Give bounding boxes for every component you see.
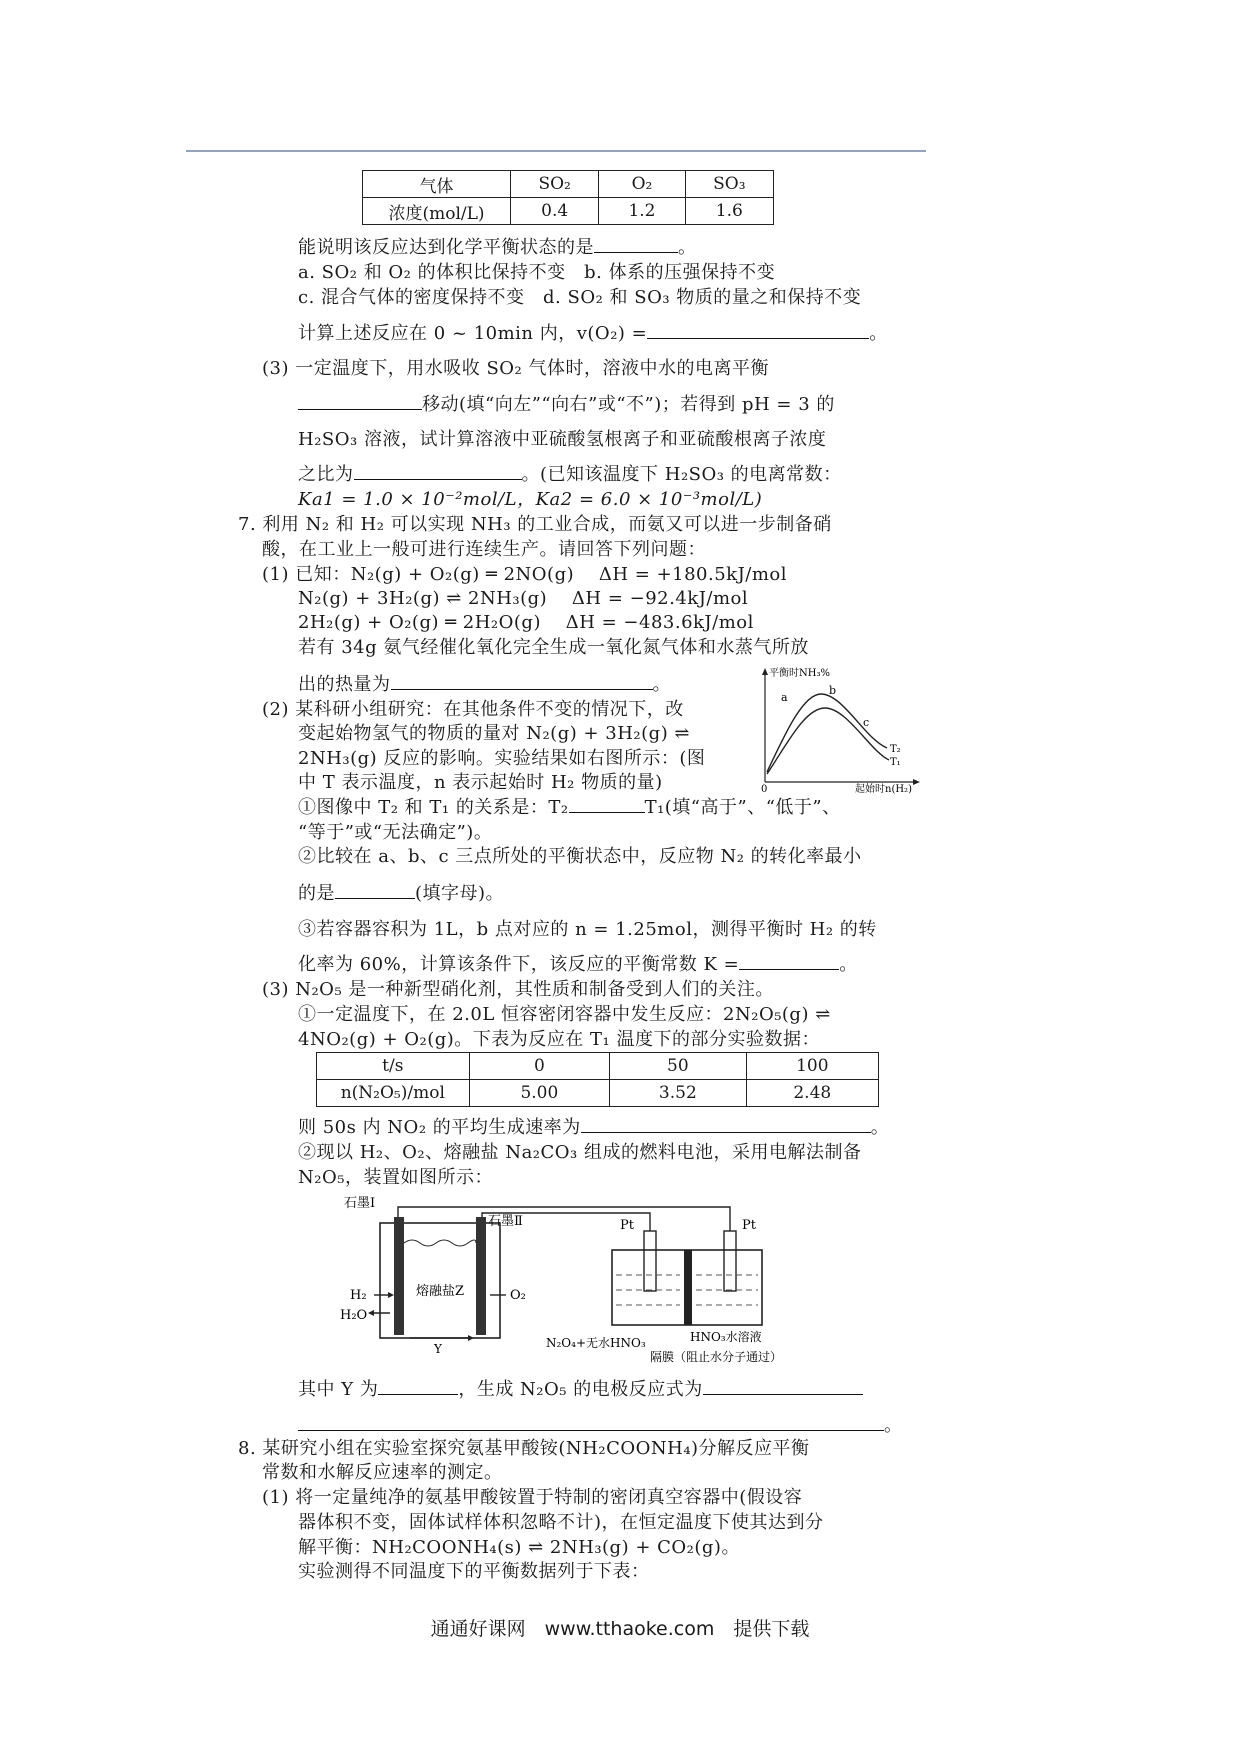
q7-eq2: N₂(g) + 3H₂(g) ⇌ 2NH₃(g) ΔH = −92.4kJ/mol — [298, 588, 749, 609]
gas-concentration-table — [362, 170, 774, 225]
q7-eq3: 2H₂(g) + O₂(g) ═ 2H₂O(g) ΔH = −483.6kJ/mol — [298, 612, 754, 633]
table-cell: 3.52 — [610, 1080, 746, 1107]
t2-label: T₂ — [890, 744, 901, 755]
circuit-wire-outer — [398, 1207, 730, 1231]
text: ①图像中 T₂ 和 T₁ 的关系是：T₂ — [298, 797, 569, 818]
text: (填字母)。 — [415, 883, 505, 904]
text: 则 50s 内 NO₂ 的平均生成速率为 — [298, 1117, 581, 1138]
q7-line1: 7. 利用 N₂ 和 H₂ 可以实现 NH₃ 的工业合成，而氨又可以进一步制备硝 — [238, 514, 832, 535]
text: 之比为 — [298, 464, 354, 485]
top-rule — [186, 150, 926, 152]
text: 。(已知该温度下 H₂SO₃ 的电离常数： — [521, 464, 842, 485]
table-cell: 100 — [746, 1053, 878, 1080]
t1-label: T₁ — [890, 757, 901, 768]
q7-sub3-line2: 化率为 60%，计算该条件下，该反应的平衡常数 K = 。 — [298, 954, 858, 975]
q7-p3-line8: 。 — [298, 1414, 903, 1438]
q6-part3-line3: H₂SO₃ 溶液，试计算溶液中亚硫酸氢根离子和亚硫酸根离子浓度 — [298, 429, 827, 450]
curve-t2 — [767, 694, 887, 772]
q6-line4: 计算上述反应在 0 ~ 10min 内，v(O₂) = 。 — [298, 323, 888, 344]
q7-p3-line6: N₂O₅，装置如图所示： — [298, 1167, 493, 1188]
text: 计算上述反应在 0 ~ 10min 内，v(O₂) = — [298, 323, 648, 344]
q6-line2: a. SO₂ 和 O₂ 的体积比保持不变 b. 体系的压强保持不变 — [298, 262, 776, 283]
y-axis-arrow — [762, 668, 768, 675]
q7-sub1-line1 — [298, 796, 841, 820]
q8-line5: 解平衡：NH₂COONH₄(s) ⇌ 2NH₃(g) + CO₂(g)。 — [298, 1537, 740, 1558]
q7-p3-line5: ②现以 H₂、O₂、熔融盐 Na₂CO₃ 组成的燃料电池，采用电解法制备 — [298, 1142, 862, 1163]
q7-eq1: (1) 已知：N₂(g) + O₂(g) ═ 2NO(g) ΔH = +180.5kJ/mol — [262, 564, 788, 585]
q8-line2: 常数和水解反应速率的测定。 — [262, 1462, 503, 1483]
point-c-label: c — [863, 716, 870, 729]
q8-line3: (1) 将一定量纯净的氨基甲酸铵置于特制的密闭真空容器中(假设容 — [262, 1487, 803, 1508]
graphite-electrode-2 — [476, 1217, 486, 1335]
q7-p3-line3: 4NO₂(g) + O₂(g)。下表为反应在 T₁ 温度下的部分实验数据： — [298, 1029, 820, 1050]
q7-sub3-line1: ③若容器容积为 1L，b 点对应的 n = 1.25mol，测得平衡时 H₂ 的转 — [298, 919, 877, 940]
molten-salt-label: 熔融盐Z — [416, 1284, 465, 1299]
q6-part3-line4 — [298, 463, 842, 487]
y-flow-arrowhead — [468, 1335, 474, 1341]
point-b-label: b — [829, 684, 837, 697]
q7-p3-line1: (3) N₂O₅ 是一种新型硝化剂，其性质和制备受到人们的关注。 — [262, 979, 774, 1000]
h2-label: H₂ — [350, 1288, 367, 1303]
table-cell: SO₂ — [510, 171, 598, 198]
q7-p3-line4: 则 50s 内 NO₂ 的平均生成速率为 。 — [298, 1117, 890, 1138]
table-cell: O₂ — [599, 171, 685, 198]
pt-electrode-2 — [724, 1231, 736, 1291]
text: 能说明该反应达到化学平衡状态的是 — [298, 237, 594, 258]
table-row — [317, 1080, 879, 1107]
table-cell: SO₃ — [685, 171, 773, 198]
text: 其中 Y 为 — [298, 1379, 379, 1400]
origin-label: 0 — [761, 784, 768, 795]
q6-line1: 能说明该反应达到化学平衡状态的是 。 — [298, 237, 697, 258]
text: 的是 — [298, 883, 335, 904]
y-label: Y — [434, 1342, 442, 1356]
answer-blank — [647, 322, 869, 339]
h2-inlet-arrowhead — [388, 1292, 394, 1298]
answer-blank — [569, 796, 645, 813]
table-row — [363, 171, 774, 198]
membrane — [684, 1250, 692, 1325]
table-row — [317, 1053, 879, 1080]
q7-line2: 酸，在工业上一般可进行连续生产。请回答下列问题： — [262, 539, 706, 560]
page-footer: 通通好课网 www.tthaoke.com 提供下载 — [430, 1618, 810, 1640]
electrolysis-apparatus-diagram — [340, 1195, 800, 1365]
text: T₁(填“高于”、“低于”、 — [644, 797, 841, 818]
table-cell: n(N₂O₅)/mol — [317, 1080, 470, 1107]
text: ，生成 N₂O₅ 的电极反应式为 — [458, 1379, 703, 1400]
answer-blank — [581, 1116, 871, 1133]
table-cell: 气体 — [363, 171, 511, 198]
answer-blank — [354, 463, 522, 480]
x-axis-arrow — [913, 779, 920, 785]
y-axis-label: 平衡时NH₃% — [769, 668, 830, 679]
answer-blank — [298, 393, 422, 410]
table-cell: 0.4 — [510, 198, 598, 225]
h2o-label: H₂O — [340, 1308, 368, 1323]
q6-part3-line1: (3) 一定温度下，用水吸收 SO₂ 气体时，溶液中水的电离平衡 — [262, 358, 769, 379]
q8-line4: 器体积不变，固体试样体积忽略不计)，在恒定温度下使其达到分 — [298, 1512, 824, 1533]
table-cell: t/s — [317, 1053, 470, 1080]
molten-salt-surface — [404, 1240, 476, 1246]
answer-blank — [378, 1378, 458, 1395]
q7-line3: 若有 34g 氨气经催化氧化完全生成一氧化氮气体和水蒸气所放 — [298, 637, 809, 658]
table-cell: 1.6 — [685, 198, 773, 225]
q7-sub1-line2: “等于”或“无法确定”)。 — [298, 822, 493, 843]
table-cell: 5.00 — [469, 1080, 610, 1107]
q8-line1: 8. 某研究小组在实验室探究氨基甲酸铵(NH₂COONH₄)分解反应平衡 — [238, 1438, 810, 1459]
answer-blank — [703, 1378, 863, 1395]
answer-blank — [594, 236, 678, 253]
graphite1-label: 石墨Ⅰ — [344, 1196, 376, 1211]
table-cell: 50 — [610, 1053, 746, 1080]
q6-line3: c. 混合气体的密度保持不变 d. SO₂ 和 SO₃ 物质的量之和保持不变 — [298, 287, 862, 308]
point-a-label: a — [781, 691, 788, 704]
pt-electrode-1 — [644, 1231, 656, 1291]
q7-p3-line7 — [298, 1378, 863, 1402]
q7-p2-line4: 中 T 表示温度，n 表示起始时 H₂ 物质的量) — [298, 772, 663, 793]
table-row — [363, 198, 774, 225]
table-cell: 1.2 — [599, 198, 685, 225]
q7-p2-line3: 2NH₃(g) 反应的影响。实验结果如右图所示：(图 — [298, 748, 706, 769]
answer-blank — [739, 953, 839, 970]
pt1-label: Pt — [620, 1218, 634, 1233]
table-cell: 0 — [469, 1053, 610, 1080]
left-solution-label: N₂O₄+无水HNO₃ — [546, 1336, 646, 1350]
q7-line4: 出的热量为 。 — [298, 674, 671, 695]
nh3-equilibrium-graph — [755, 664, 925, 794]
answer-blank — [391, 673, 653, 690]
answer-blank — [335, 882, 415, 899]
n2o5-data-table — [316, 1052, 879, 1107]
pt2-label: Pt — [742, 1218, 756, 1233]
table-cell: 浓度(mol/L) — [363, 198, 511, 225]
membrane-label: 隔膜（阻止水分子通过） — [650, 1350, 783, 1364]
q7-sub2-line2 — [298, 882, 504, 906]
q7-p2-line1: (2) 某科研小组研究：在其他条件不变的情况下，改 — [262, 699, 684, 720]
q8-line6: 实验测得不同温度下的平衡数据列于下表： — [298, 1561, 650, 1582]
right-solution-label: HNO₃水溶液 — [690, 1330, 762, 1344]
table-cell: 2.48 — [746, 1080, 878, 1107]
o2-label: O₂ — [510, 1288, 526, 1303]
answer-blank — [298, 1414, 884, 1431]
graphite-electrode-1 — [394, 1217, 404, 1335]
q6-part3-line2 — [298, 393, 835, 417]
q7-p2-line2: 变起始物氢气的物质的量对 N₂(g) + 3H₂(g) ⇌ — [298, 723, 691, 744]
curve-t1 — [767, 708, 889, 774]
q7-p3-line2: ①一定温度下，在 2.0L 恒容密闭容器中发生反应：2N₂O₅(g) ⇌ — [298, 1004, 831, 1025]
text: 化率为 60%，计算该条件下，该反应的平衡常数 K = — [298, 954, 740, 975]
q7-sub2-line1: ②比较在 a、b、c 三点所处的平衡状态中，反应物 N₂ 的转化率最小 — [298, 846, 862, 867]
h2o-outlet-arrowhead — [368, 1310, 374, 1316]
graphite2-label: 石墨Ⅱ — [488, 1214, 523, 1229]
text: 移动(填“向左”“向右”或“不”)；若得到 pH = 3 的 — [422, 394, 835, 415]
text: 出的热量为 — [298, 674, 391, 695]
q6-part3-line5: Ka1 = 1.0 × 10⁻²mol/L，Ka2 = 6.0 × 10⁻³mol/L) — [298, 489, 763, 510]
x-axis-label: 起始时n(H₂) — [855, 784, 912, 795]
